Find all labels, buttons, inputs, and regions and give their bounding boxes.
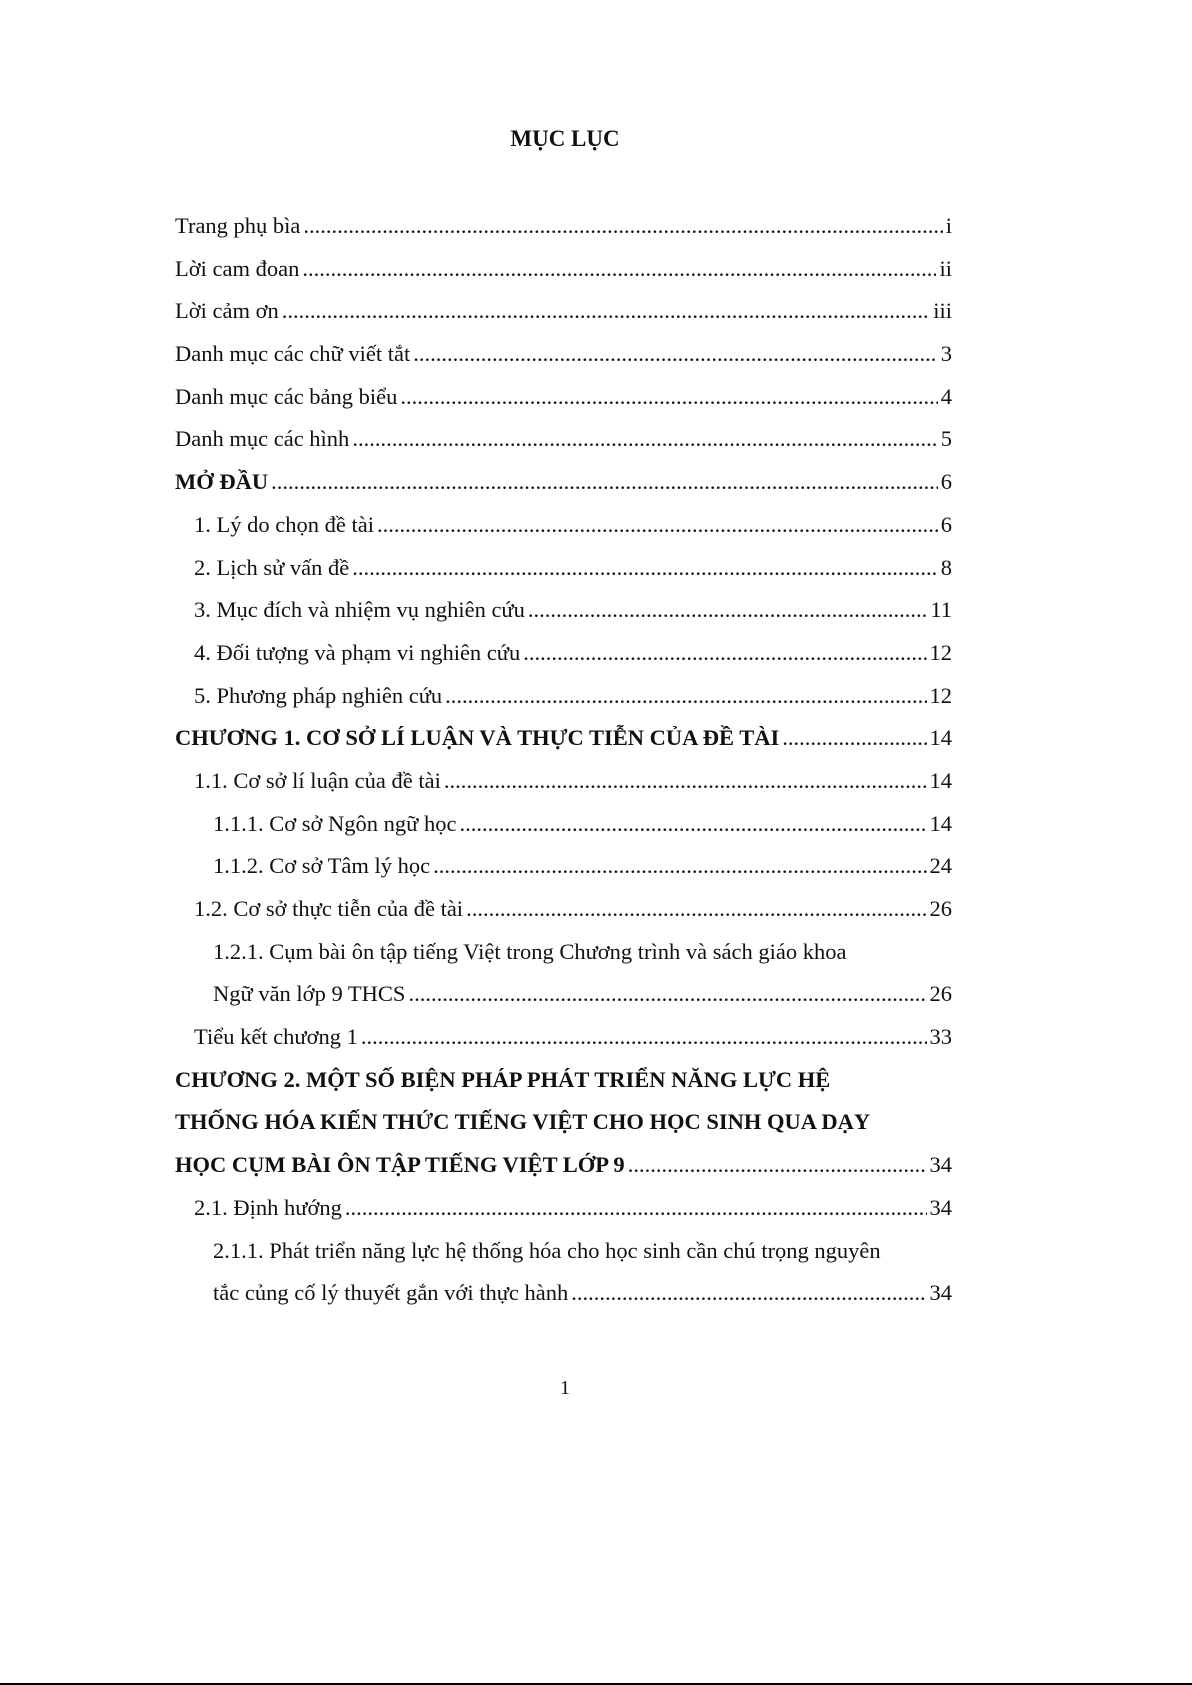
toc-entry-title: Trang phụ bìa [175, 213, 301, 238]
toc-leader-dots [361, 1016, 927, 1059]
toc-entry[interactable] [175, 1272, 952, 1315]
toc-entry[interactable] [175, 205, 952, 248]
toc-entry-title: CHƯƠNG 1. CƠ SỞ LÍ LUẬN VÀ THỰC TIỄN CỦA ĐỀ TÀI [175, 725, 780, 751]
toc-entry[interactable] [175, 547, 952, 590]
toc-entry-page: 14 [929, 810, 952, 836]
toc-leader-dots [628, 1144, 927, 1187]
toc-leader-dots [352, 547, 937, 590]
toc-entry-page: 6 [940, 511, 952, 537]
toc-entry[interactable] [175, 1144, 952, 1187]
toc-entry-page: ii [939, 255, 952, 281]
toc-entry[interactable] [175, 290, 952, 333]
toc-entry-page: 5 [940, 426, 952, 452]
toc-entry-title: 1.1. Cơ sở lí luận của đề tài [194, 767, 441, 793]
toc-entry[interactable] [175, 845, 952, 888]
toc-entry-page: 33 [929, 1024, 952, 1050]
toc-entry[interactable] [175, 675, 952, 718]
toc-entry[interactable] [175, 632, 952, 675]
toc-leader-dots [271, 461, 938, 504]
toc-leader-dots [408, 973, 926, 1016]
toc-entry[interactable] [175, 1101, 952, 1144]
toc-leader-dots [303, 205, 942, 248]
toc-entry-title: 2.1. Định hướng [194, 1194, 342, 1220]
toc-leader-dots [413, 333, 938, 376]
toc-leader-dots [377, 504, 938, 547]
toc-entry-title: Lời cam đoan [175, 255, 300, 281]
toc-entry-page: iii [933, 298, 952, 324]
toc-entry-page: 24 [929, 853, 952, 879]
toc-entry[interactable] [175, 333, 952, 376]
toc-leader-dots [345, 1187, 927, 1230]
toc-leader-dots [571, 1272, 926, 1315]
toc-entry-page: 34 [929, 1194, 952, 1220]
toc-entry-title: MỞ ĐẦU [175, 469, 269, 495]
toc-entry-page: 14 [929, 767, 952, 793]
toc-entry[interactable] [175, 1187, 952, 1230]
toc-entry[interactable] [175, 504, 952, 547]
toc-entry-page: 3 [940, 341, 952, 367]
page-title: MỤC LỤC [510, 126, 620, 151]
toc-entry-title: Danh mục các bảng biểu [175, 383, 398, 409]
toc-leader-dots [282, 290, 930, 333]
toc-entry[interactable] [175, 803, 952, 846]
toc-leader-dots [352, 418, 937, 461]
toc-leader-dots [466, 888, 926, 931]
table-of-contents [175, 205, 952, 1315]
toc-entry-page: 34 [929, 1280, 952, 1306]
toc-entry[interactable] [175, 589, 952, 632]
toc-entry[interactable] [175, 248, 952, 291]
toc-leader-dots [400, 376, 937, 419]
toc-entry-page: 34 [929, 1152, 952, 1178]
toc-entry-page: 12 [929, 682, 952, 708]
toc-entry-title: Ngữ văn lớp 9 THCS [213, 981, 406, 1007]
toc-entry[interactable] [175, 888, 952, 931]
toc-entry[interactable] [175, 461, 952, 504]
toc-leader-dots [523, 632, 926, 675]
toc-entry-page: 8 [940, 554, 952, 580]
toc-entry-title: 2. Lịch sử vấn đề [194, 554, 350, 580]
toc-entry-page: 26 [929, 981, 952, 1007]
toc-entry-title: HỌC CỤM BÀI ÔN TẬP TIẾNG VIỆT LỚP 9 [175, 1152, 625, 1178]
toc-entry-title: 2.1.1. Phát triển năng lực hệ thống hóa cho học sinh cần chú trọng nguyên [213, 1237, 881, 1263]
toc-entry[interactable] [175, 760, 952, 803]
toc-entry-title: 4. Đối tượng và phạm vi nghiên cứu [194, 639, 521, 665]
toc-entry-title: Tiểu kết chương 1 [194, 1024, 358, 1050]
toc-entry-title: 5. Phương pháp nghiên cứu [194, 682, 443, 708]
toc-entry-title: Danh mục các chữ viết tắt [175, 341, 411, 367]
toc-entry-page: 12 [929, 639, 952, 665]
toc-leader-dots [302, 248, 936, 291]
toc-entry-title: 1. Lý do chọn đề tài [194, 511, 374, 537]
toc-leader-dots [528, 589, 927, 632]
toc-entry[interactable] [175, 376, 952, 419]
toc-entry[interactable] [175, 1059, 952, 1102]
toc-entry-page: 26 [929, 896, 952, 921]
toc-entry-title: 1.2.1. Cụm bài ôn tập tiếng Việt trong Chương trình và sách giáo khoa [213, 938, 847, 964]
page-number: 1 [560, 1377, 570, 1399]
toc-leader-dots [444, 760, 927, 803]
toc-entry-page: 4 [940, 383, 952, 409]
toc-entry-title: tắc củng cố lý thuyết gắn với thực hành [213, 1280, 569, 1306]
toc-leader-dots [460, 803, 927, 846]
toc-leader-dots [433, 845, 926, 888]
toc-entry-title: 1.2. Cơ sở thực tiễn của đề tài [194, 896, 464, 921]
toc-entry[interactable] [175, 1230, 952, 1273]
toc-entry-title: 3. Mục đích và nhiệm vụ nghiên cứu [194, 597, 525, 623]
toc-entry[interactable] [175, 1016, 952, 1059]
toc-entry-title: Lời cảm ơn [175, 298, 279, 324]
toc-entry-page: 11 [930, 597, 952, 623]
toc-entry-page: 14 [929, 725, 952, 751]
toc-entry-title: 1.1.1. Cơ sở Ngôn ngữ học [213, 810, 457, 836]
toc-entry[interactable] [175, 717, 952, 760]
toc-entry-title: Danh mục các hình [175, 426, 350, 452]
toc-entry[interactable] [175, 973, 952, 1016]
toc-entry[interactable] [175, 931, 952, 974]
toc-leader-dots [782, 717, 926, 760]
toc-entry-title: THỐNG HÓA KIẾN THỨC TIẾNG VIỆT CHO HỌC SINH QUA DẠY [175, 1109, 871, 1135]
toc-entry-title: CHƯƠNG 2. MỘT SỐ BIỆN PHÁP PHÁT TRIỂN NĂNG LỰC HỆ [175, 1066, 831, 1092]
toc-entry-page: i [945, 213, 952, 238]
toc-leader-dots [445, 675, 926, 718]
toc-entry[interactable] [175, 418, 952, 461]
toc-entry-page: 6 [940, 469, 952, 495]
toc-entry-title: 1.1.2. Cơ sở Tâm lý học [213, 853, 431, 879]
